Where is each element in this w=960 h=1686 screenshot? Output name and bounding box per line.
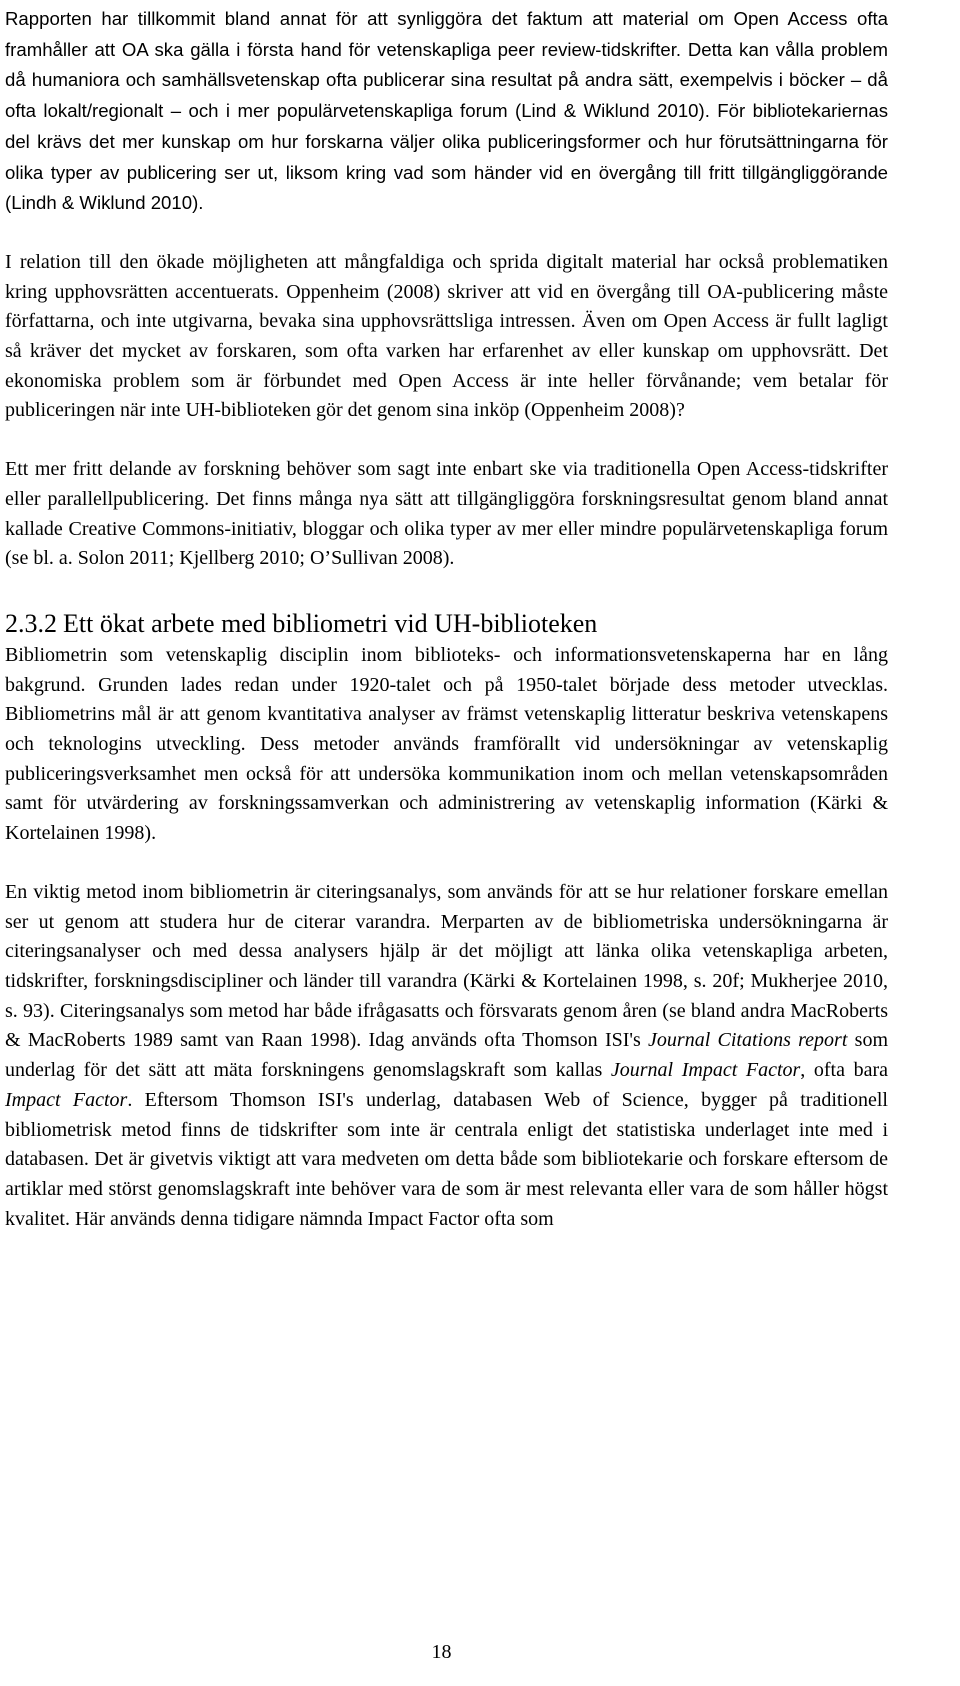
paragraph-bibliometrics-intro bbox=[5, 641, 888, 849]
paragraph-citation-analysis bbox=[5, 878, 888, 1234]
paragraph-text: Ett mer fritt delande av forskning behöver som sagt inte enbart ske via traditionella Open Access-tidskrifter eller parallellpublicering. Det finns många nya sätt att tillgängliggöra forskningsresultat genom bland annat kallade Creative Commons-initiativ, bloggar och olika typer av mer eller mindre populärvetenskapliga forum (se bl. a. Solon 2011; Kjellberg 2010; O’Sullivan 2008). bbox=[5, 458, 888, 570]
paragraph-text: , ofta bara bbox=[800, 1059, 889, 1082]
italic-term: Journal Impact Factor bbox=[610, 1059, 801, 1082]
section-title: Ett ökat arbete med bibliometri vid UH-biblioteken bbox=[63, 608, 598, 638]
section-heading bbox=[5, 607, 888, 641]
paragraph-text: En viktig metod inom bibliometrin är citeringsanalys, som används för att se hur relationer forskare emellan ser ut genom att studera hur de citerar varandra. Merparten av de bibliometriska undersökningarna är citeringsanalyser och med dessa analysers hjälp är det möjligt att länka olika vetenskapliga arbeten, tidskrifter, forskningsdiscipliner och länder till varandra (Kärki & Kortelainen 1998, s. 20f; Mukherjee 2010, s. 93). Citeringsanalys som metod har både ifrågasatts och försvarats genom åren (se bland andra MacRoberts & MacRoberts 1989 samt van Raan 1998). Idag används ofta Thomson ISI's bbox=[5, 880, 888, 1052]
section-number: 2.3.2 bbox=[5, 608, 57, 638]
paragraph-text: som underlag för det sätt att mäta forskningens genomslagskraft som kallas bbox=[5, 1029, 889, 1082]
paragraph-text: . Eftersom Thomson ISI's underlag, databasen Web of Science, bygger på traditionell bibliometrisk metod finns de tidskrifter som inte är centrala enligt det statistiska underlaget inte med i databasen. Det är givetvis viktigt att vara medveten om detta både som bibliotekarie och forskare eftersom de artiklar med störst genomslagskraft inte behöver vara de som är mest relevanta eller vara de som håller högst kvalitet. Här används denna tidigare nämnda Impact Factor ofta som bbox=[5, 1088, 888, 1230]
page-number: 18 bbox=[431, 1641, 452, 1663]
paragraph-text: Bibliometrin som vetenskaplig disciplin inom biblioteks- och informationsvetenskaperna har en lång bakgrund. Grunden lades redan under 1920-talet och på 1950-talet började dess metoder utvecklas. Bibliometrins mål är att genom kvantitativa analyser av främst vetenskaplig litteratur beskriva vetenskapens och teknologins utveckling. Dess metoder används framförallt vid undersökningar av vetenskaplig publiceringsverksamhet men också för att undersöka kommunikation inom och mellan vetenskapsområden samt för utvärdering av forskningssamverkan och administrering av vetenskaplig information (Kärki & Kortelainen 1998). bbox=[5, 643, 888, 845]
paragraph-text: Rapporten har tillkommit bland annat för att synliggöra det faktum att material om Open Access ofta framhåller att OA ska gälla i första hand för vetenskapliga peer review-tidskrifter. Detta kan vålla problem då humaniora och samhällsvetenskap ofta publicerar sina resultat på andra sätt, exempelvis i böcker – då ofta lokalt/regionalt – och i mer populärvetenskapliga forum (Lind & Wiklund 2010). För bibliotekariernas del krävs det mer kunskap om hur forskarna väljer olika publiceringsformer och hur förutsättningarna för olika typer av publicering ser ut, liksom kring vad som händer vid en övergång till fritt tillgängliggörande (Lindh & Wiklund 2010). bbox=[5, 8, 888, 214]
paragraph-text: I relation till den ökade möjligheten att mångfaldiga och sprida digitalt material har också problematiken kring upphovsrätten accentuerats. Oppenheim (2008) skriver att vid en övergång till OA-publicering måste författarna, och inte utgivarna, bevaka sina upphovsrättsliga intressen. Även om Open Access är fullt lagligt så kräver det mycket av forskaren, som ofta varken har erfarenhet av eller kunskap om upphovsrätt. Det ekonomiska problem som är förbundet med Open Access är inte heller förvånande; vem betalar för publiceringen när inte UH-biblioteken gör det genom sina inköp (Oppenheim 2008)? bbox=[5, 250, 888, 422]
paragraph-free-sharing bbox=[5, 455, 888, 574]
italic-term: Journal Citations report bbox=[648, 1029, 848, 1052]
italic-term: Impact Factor bbox=[5, 1088, 128, 1111]
paragraph-copyright bbox=[5, 248, 888, 426]
paragraph-open-access-humanities bbox=[5, 4, 888, 219]
page-body bbox=[5, 4, 888, 1234]
